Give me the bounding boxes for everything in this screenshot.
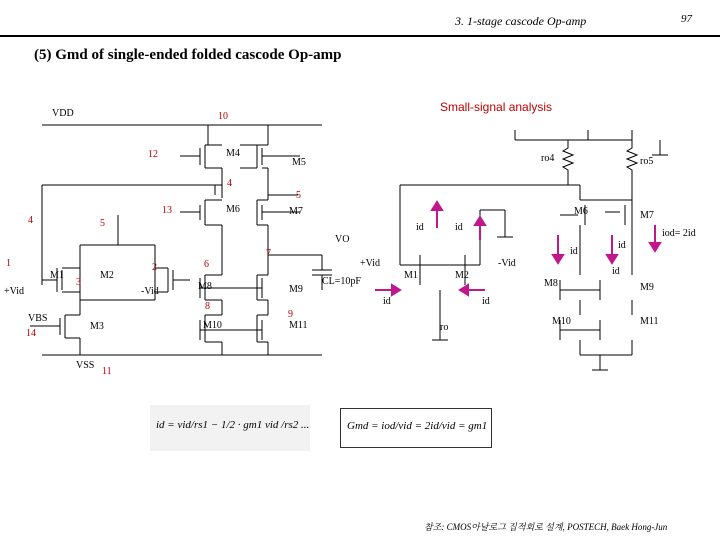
transistor-label: M10 xyxy=(203,320,222,331)
equation-id-box xyxy=(150,405,310,451)
node-label: 2 xyxy=(152,262,157,273)
transistor-label: M6 xyxy=(574,206,588,217)
transistor-label: M2 xyxy=(455,270,469,281)
node-label: 3 xyxy=(76,277,81,288)
transistor-label: M8 xyxy=(544,278,558,289)
current-label: id xyxy=(618,240,626,251)
transistor-label: M1 xyxy=(50,270,64,281)
vin-pos-label: +Vid xyxy=(4,286,25,297)
vin-neg-label: -Vid xyxy=(141,286,159,297)
node-label: 5 xyxy=(296,190,301,201)
header-subtitle: 3. 1-stage cascode Op-amp xyxy=(455,14,587,28)
page-number: 97 xyxy=(681,13,692,25)
transistor-label: M5 xyxy=(292,157,306,168)
cl-label: CL=10pF xyxy=(322,276,361,287)
equation-gmd-box xyxy=(340,408,492,448)
transistor-label: M4 xyxy=(226,148,240,159)
small-signal-heading: Small-signal analysis xyxy=(440,100,553,114)
transistor-label: M10 xyxy=(552,316,571,327)
transistor-label: M7 xyxy=(640,210,654,221)
ro4-label: ro4 xyxy=(541,153,555,164)
node-label: 14 xyxy=(26,328,36,339)
node-label: 6 xyxy=(204,259,209,270)
transistor-label: M6 xyxy=(226,204,240,215)
current-label: id xyxy=(455,222,463,233)
transistor-label: M11 xyxy=(289,320,308,331)
slide-title: (5) Gmd of single-ended folded cascode Op-amp xyxy=(34,47,342,63)
vbs-label: VBS xyxy=(28,313,48,324)
node-label: 11 xyxy=(102,366,112,377)
current-label: id xyxy=(570,246,578,257)
ro5-label: ro5 xyxy=(640,156,654,167)
node-label: 13 xyxy=(162,205,172,216)
transistor-label: M8 xyxy=(198,281,212,292)
node-label: 12 xyxy=(148,149,158,160)
node-label: 9 xyxy=(288,309,293,320)
node-label: 4 xyxy=(227,178,232,189)
transistor-label: M2 xyxy=(100,270,114,281)
current-label: id xyxy=(383,296,391,307)
node-label: 1 xyxy=(6,258,11,269)
transistor-label: M1 xyxy=(404,270,418,281)
current-label: id xyxy=(612,266,620,277)
vout-label: VO xyxy=(335,234,350,245)
ro-label: ro xyxy=(440,322,449,333)
vin-neg-label: -Vid xyxy=(498,258,516,269)
node-label: 10 xyxy=(218,111,228,122)
transistor-label: M3 xyxy=(90,321,104,332)
equation-gmd: Gmd = iod/vid = 2id/vid = gm1 xyxy=(347,420,488,432)
vss-label: VSS xyxy=(76,360,95,371)
node-label: 5 xyxy=(100,218,105,229)
node-label: 8 xyxy=(205,301,210,312)
transistor-label: M7 xyxy=(289,206,303,217)
current-label: id xyxy=(482,296,490,307)
transistor-label: M9 xyxy=(640,282,654,293)
vin-pos-label: +Vid xyxy=(360,258,381,269)
vdd-label: VDD xyxy=(52,108,74,119)
equation-id: id = vid/rs1 − 1/2 · gm1 vid /rs2 ... xyxy=(156,419,310,431)
node-label: 4 xyxy=(28,215,33,226)
footer-reference: 참조: CMOS아날로그 집적회로 설계, POSTECH, Baek Hong-Jun xyxy=(424,522,668,532)
current-label: id xyxy=(416,222,424,233)
transistor-label: M11 xyxy=(640,316,659,327)
transistor-label: M9 xyxy=(289,284,303,295)
node-label: 7 xyxy=(266,248,271,259)
iod-label: iod= 2id xyxy=(662,228,696,239)
